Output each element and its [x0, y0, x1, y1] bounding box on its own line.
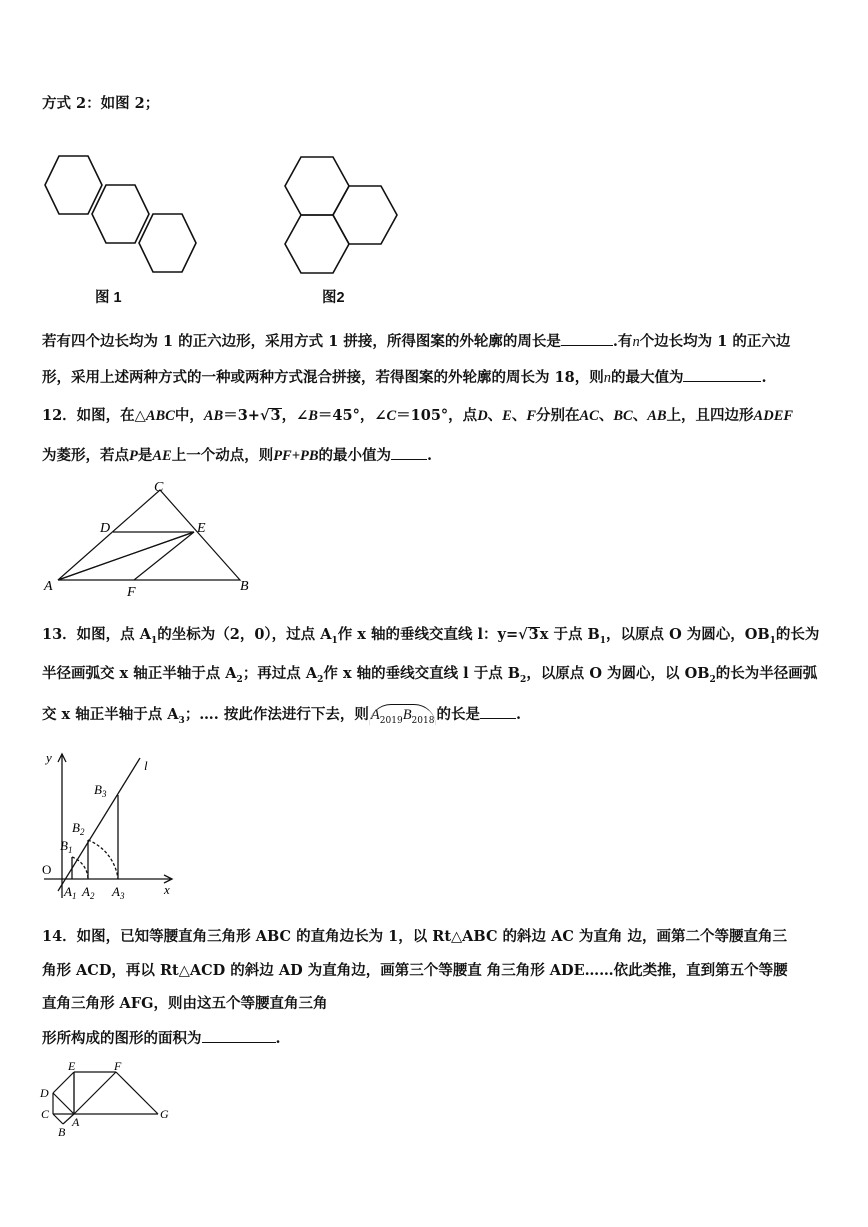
q14-line-2: 角形 ACD，再以 Rt△ACD 的斜边 AD 为直角边，画第三个等腰直 角三角形 ADE……依此类推，直到第五个等腰 — [42, 962, 788, 979]
label-y: y — [46, 750, 52, 765]
q13-line-2: 半径画弧交 x 轴正半轴于点 $A_2$；再过点 $A_2$作 x 轴的垂线交直线 l 于点 $B_2$，以原点 O 为圆心，以 $OB_2$的长为半径画弧 — [42, 665, 818, 685]
q14-line-1: 14．如图，已知等腰直角三角形 ABC 的直角边长为 1，以 Rt△ABC 的斜边 AC 为直角 边，画第二个等腰直角三 — [42, 928, 787, 945]
label-A2: $A_2$ — [82, 884, 95, 901]
label-F: F — [114, 1059, 122, 1073]
label-C: C — [154, 480, 164, 495]
label-F: F — [127, 585, 136, 600]
label-D: D — [100, 521, 111, 536]
q11-line-1: 若有四个边长均为 1 的正六边形，采用方式 1 拼接，所得图案的外轮廓的周长是 .有n个边长均为 1 的正六边 — [42, 333, 791, 350]
mode2-label: 方式 2：如图 2； — [42, 95, 160, 112]
label-G: G — [160, 1107, 169, 1121]
label-E: E — [197, 521, 206, 536]
q12-line-1: 12．如图，在△ABC中，AB＝3+√3，∠B＝45°，∠C＝105°，点D、E、F分别在AC、BC、AB上，且四边形ADEF — [42, 407, 794, 424]
hexagon-figure-1 — [40, 155, 210, 280]
q14-line-4: 形所构成的图形的面积为 . — [42, 1030, 281, 1047]
q12-triangle-figure — [40, 478, 260, 600]
q14-line-3: 直角三角形 AFG，则由这五个等腰直角三角 — [42, 995, 328, 1012]
figure-2-caption: 图2 — [322, 290, 345, 306]
label-B2: $B_2$ — [72, 820, 85, 837]
hexagon-figure-2 — [285, 155, 405, 280]
figure-1-caption: 图 1 — [95, 290, 122, 306]
label-x: x — [164, 882, 170, 897]
q11-line-2: 形，采用上述两种方式的一种或两种方式混合拼接，若得图案的外轮廓的周长为 18，则n的最大值为 . — [42, 369, 767, 386]
label-A1: $A_1$ — [64, 884, 77, 901]
label-A3: $A_3$ — [112, 884, 125, 901]
label-B3: $B_3$ — [94, 782, 107, 799]
q14-triangles-figure — [38, 1058, 178, 1140]
q13-line-1: 13．如图，点 $A_1$的坐标为（2，0），过点 $A_1$作 x 轴的垂线交直线 l：y=√3x 于点 $B_1$，以原点 O 为圆心，$OB_1$的长为 — [42, 626, 820, 646]
label-A: A — [72, 1115, 80, 1129]
arc-notation: $A_{2019}B_{2018}$ — [369, 704, 437, 726]
label-B: B — [240, 579, 249, 594]
label-A: A — [44, 579, 53, 594]
label-B1: $B_1$ — [60, 838, 73, 855]
label-B: B — [58, 1125, 66, 1139]
label-E: E — [68, 1059, 76, 1073]
label-C: C — [41, 1107, 50, 1121]
q13-line-3: 交 x 轴正半轴于点 $A_3$；…. 按此作法进行下去，则 $A_{2019}B_{2018}$ 的长是 . — [42, 706, 522, 726]
q13-coordinate-figure — [38, 748, 188, 903]
q12-line-2: 为菱形，若点P是AE上一个动点，则PF+PB的最小值为 . — [42, 447, 433, 464]
label-D: D — [40, 1086, 49, 1100]
label-l: l — [144, 758, 148, 773]
label-O: O — [42, 862, 52, 877]
